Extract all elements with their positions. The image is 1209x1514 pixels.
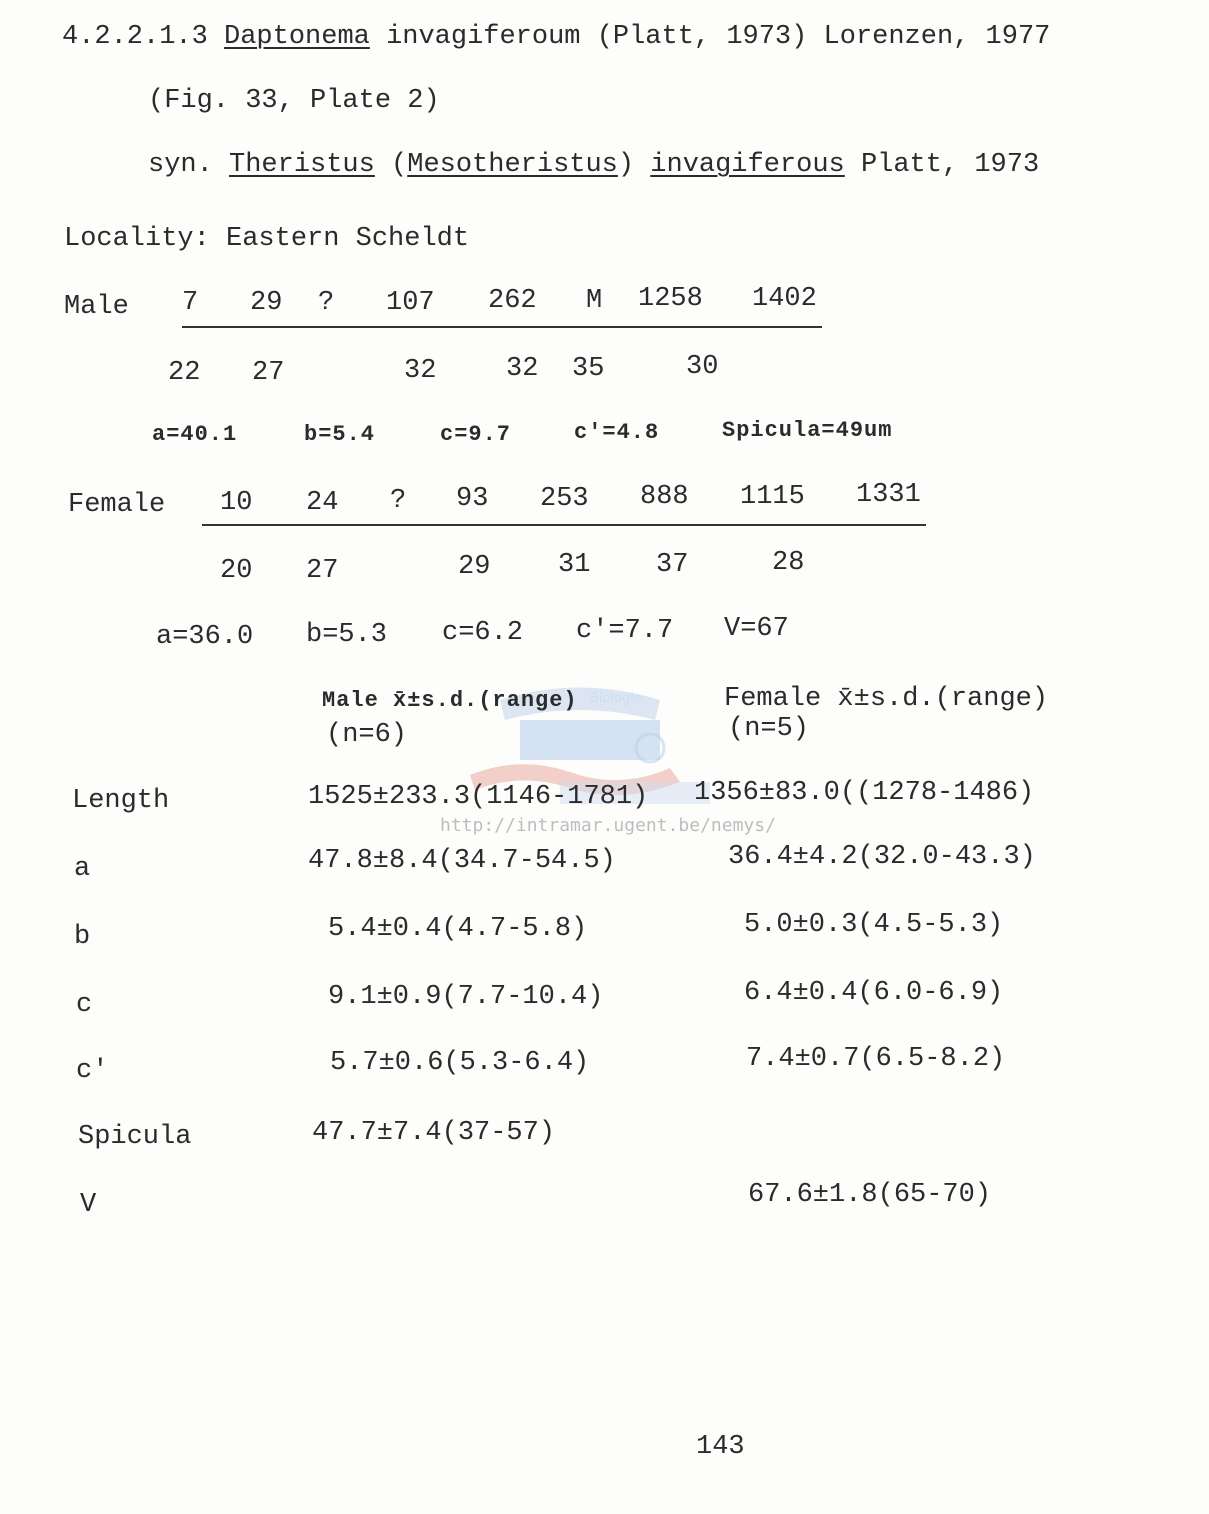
stats-male-n: (n=6) [326,720,408,750]
female-top-value: 10 [220,488,253,518]
page-number: 143 [696,1432,745,1462]
species-heading [62,24,1050,51]
stats-row-label: c' [76,1056,109,1086]
synonym-prefix: syn. [148,150,213,180]
stats-male-value: 47.7±7.4(37-57) [312,1118,556,1148]
female-top-value: 1115 [740,482,805,512]
female-fraction-rule [202,524,926,526]
male-top-value: ? [318,288,335,318]
female-bottom-value: 28 [772,548,805,578]
female-top-value: 253 [540,484,589,514]
stats-row-label: Length [72,786,170,816]
male-bottom-value: 32 [506,354,539,384]
male-top-value: 107 [386,288,435,318]
female-bottom-value: 27 [306,556,339,586]
section-number: 4.2.2.1.3 [62,22,208,52]
stats-row-label: V [80,1190,97,1220]
stats-female-value: 5.0±0.3(4.5-5.3) [744,910,1004,940]
genus-name: Daptonema [224,22,370,52]
male-ratio: c=9.7 [440,422,512,447]
male-top-value: M [586,286,603,316]
stats-row-label: c [76,990,93,1020]
synonym-author: Platt, 1973 [860,150,1040,180]
male-ratio: Spicula=49um [722,418,893,443]
stats-male-value: 5.4±0.4(4.7-5.8) [328,914,588,944]
female-top-value: ? [390,486,407,516]
female-top-value: 1331 [856,480,921,510]
watermark-arc-text: Biologie [590,691,642,706]
stats-row-label: a [74,854,91,884]
stats-female-header: Female x̄±s.d.(range) [724,684,1049,714]
male-top-value: 1402 [752,284,817,314]
stats-female-value: 67.6±1.8(65-70) [748,1180,992,1210]
male-top-value: 262 [488,286,537,316]
male-ratio: c'=4.8 [574,420,660,445]
male-ratio: b=5.4 [304,422,376,447]
synonym-subgenus: Mesotheristus [407,150,618,180]
synonym-line [148,152,1039,179]
stats-row-label: b [74,922,91,952]
female-ratio: c=6.2 [442,618,524,648]
watermark-url: http://intramar.ugent.be/nemys/ [440,815,776,836]
female-ratio: a=36.0 [156,622,254,652]
female-bottom-value: 20 [220,556,253,586]
male-bottom-value: 22 [168,358,201,388]
female-ratio: V=67 [724,614,789,644]
male-bottom-value: 35 [572,354,605,384]
stats-male-value: 47.8±8.4(34.7-54.5) [308,846,616,876]
stats-female-value: 6.4±0.4(6.0-6.9) [744,978,1004,1008]
male-bottom-value: 27 [252,358,285,388]
male-bottom-value: 30 [686,352,719,382]
stats-female-n: (n=5) [728,714,810,744]
synonym-genus: Theristus [229,150,375,180]
female-bottom-value: 29 [458,552,491,582]
locality-line: Locality: Eastern Scheldt [64,224,470,254]
figure-reference: (Fig. 33, Plate 2) [148,86,440,116]
female-bottom-value: 37 [656,550,689,580]
stats-female-value: 1356±83.0((1278-1486) [694,778,1035,808]
synonym-paren-open: ( [391,150,408,180]
species-author: invagiferoum (Platt, 1973) Lorenzen, 1977 [386,22,1051,52]
male-ratio: a=40.1 [152,422,238,447]
stats-male-value: 9.1±0.9(7.7-10.4) [328,982,604,1012]
female-top-value: 888 [640,482,689,512]
stats-male-value: 1525±233.3(1146-1781) [308,782,649,812]
male-top-value: 1258 [638,284,703,314]
male-bottom-value: 32 [404,356,437,386]
male-top-value: 7 [182,288,199,318]
synonym-paren-close: ) [617,150,635,180]
stats-male-header: Male x̄±s.d.(range) [322,688,578,713]
female-ratio: c'=7.7 [576,616,674,646]
female-label: Female [68,490,166,520]
stats-female-value: 7.4±0.7(6.5-8.2) [746,1044,1006,1074]
male-label: Male [64,292,129,322]
female-ratio: b=5.3 [306,620,388,650]
male-top-value: 29 [250,288,283,318]
male-fraction-rule [182,326,822,328]
female-bottom-value: 31 [558,550,591,580]
stats-row-label: Spicula [78,1122,192,1152]
synonym-species: invagiferous [650,150,845,180]
female-top-value: 93 [456,484,489,514]
stats-female-value: 36.4±4.2(32.0-43.3) [728,842,1036,872]
stats-male-value: 5.7±0.6(5.3-6.4) [330,1048,590,1078]
female-top-value: 24 [306,488,339,518]
